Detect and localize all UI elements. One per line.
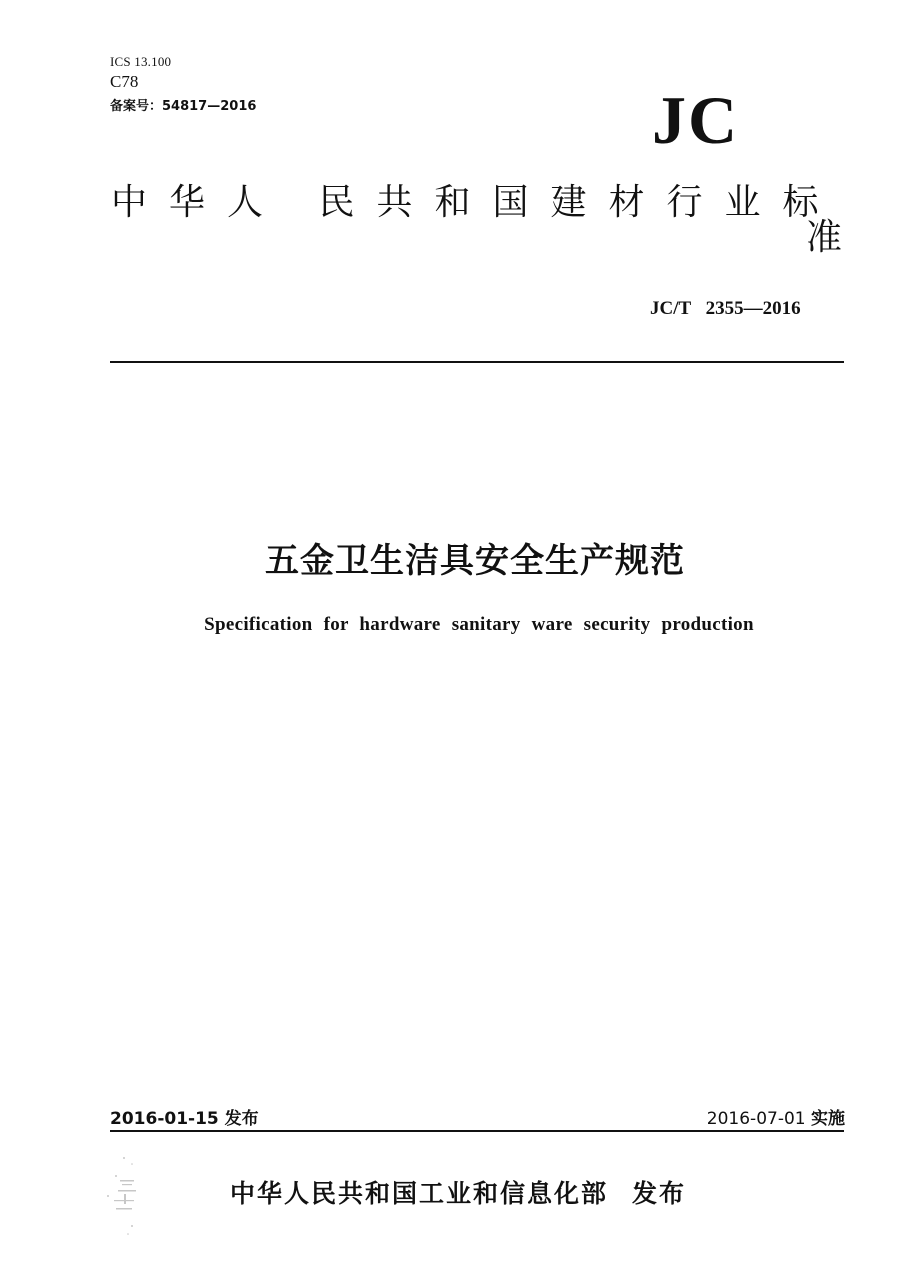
ccs-code: C78: [110, 72, 139, 91]
implementation-label: 实施: [811, 1109, 845, 1129]
standard-number: JC/T 2355—2016: [650, 298, 801, 319]
publisher-action: 发布: [632, 1179, 687, 1208]
title-chinese: 五金卫生洁具安全生产规范: [265, 541, 685, 581]
issue-date: 2016-01-15 发布: [110, 1109, 259, 1129]
publisher-name: 中华人民共和国工业和信息化部: [230, 1179, 609, 1208]
faded-stamp-mark: [102, 1150, 150, 1240]
implementation-date: [707, 1104, 845, 1129]
header-divider: [110, 361, 844, 363]
standard-type-heading-wrap: 准: [806, 217, 843, 258]
publisher: [230, 1174, 686, 1210]
standard-type-heading: 中华人 民共和国建材行业标: [111, 182, 841, 223]
footer-divider: [110, 1130, 844, 1132]
standard-mark: JC: [652, 82, 740, 158]
ics-code: ICS 13.100: [110, 54, 172, 69]
title-english: Specification for hardware sanitary ware security production: [204, 614, 754, 635]
record-number: 备案号：54817—2016: [110, 99, 257, 114]
implementation-date-value: 2016-07-01: [706, 1109, 811, 1129]
